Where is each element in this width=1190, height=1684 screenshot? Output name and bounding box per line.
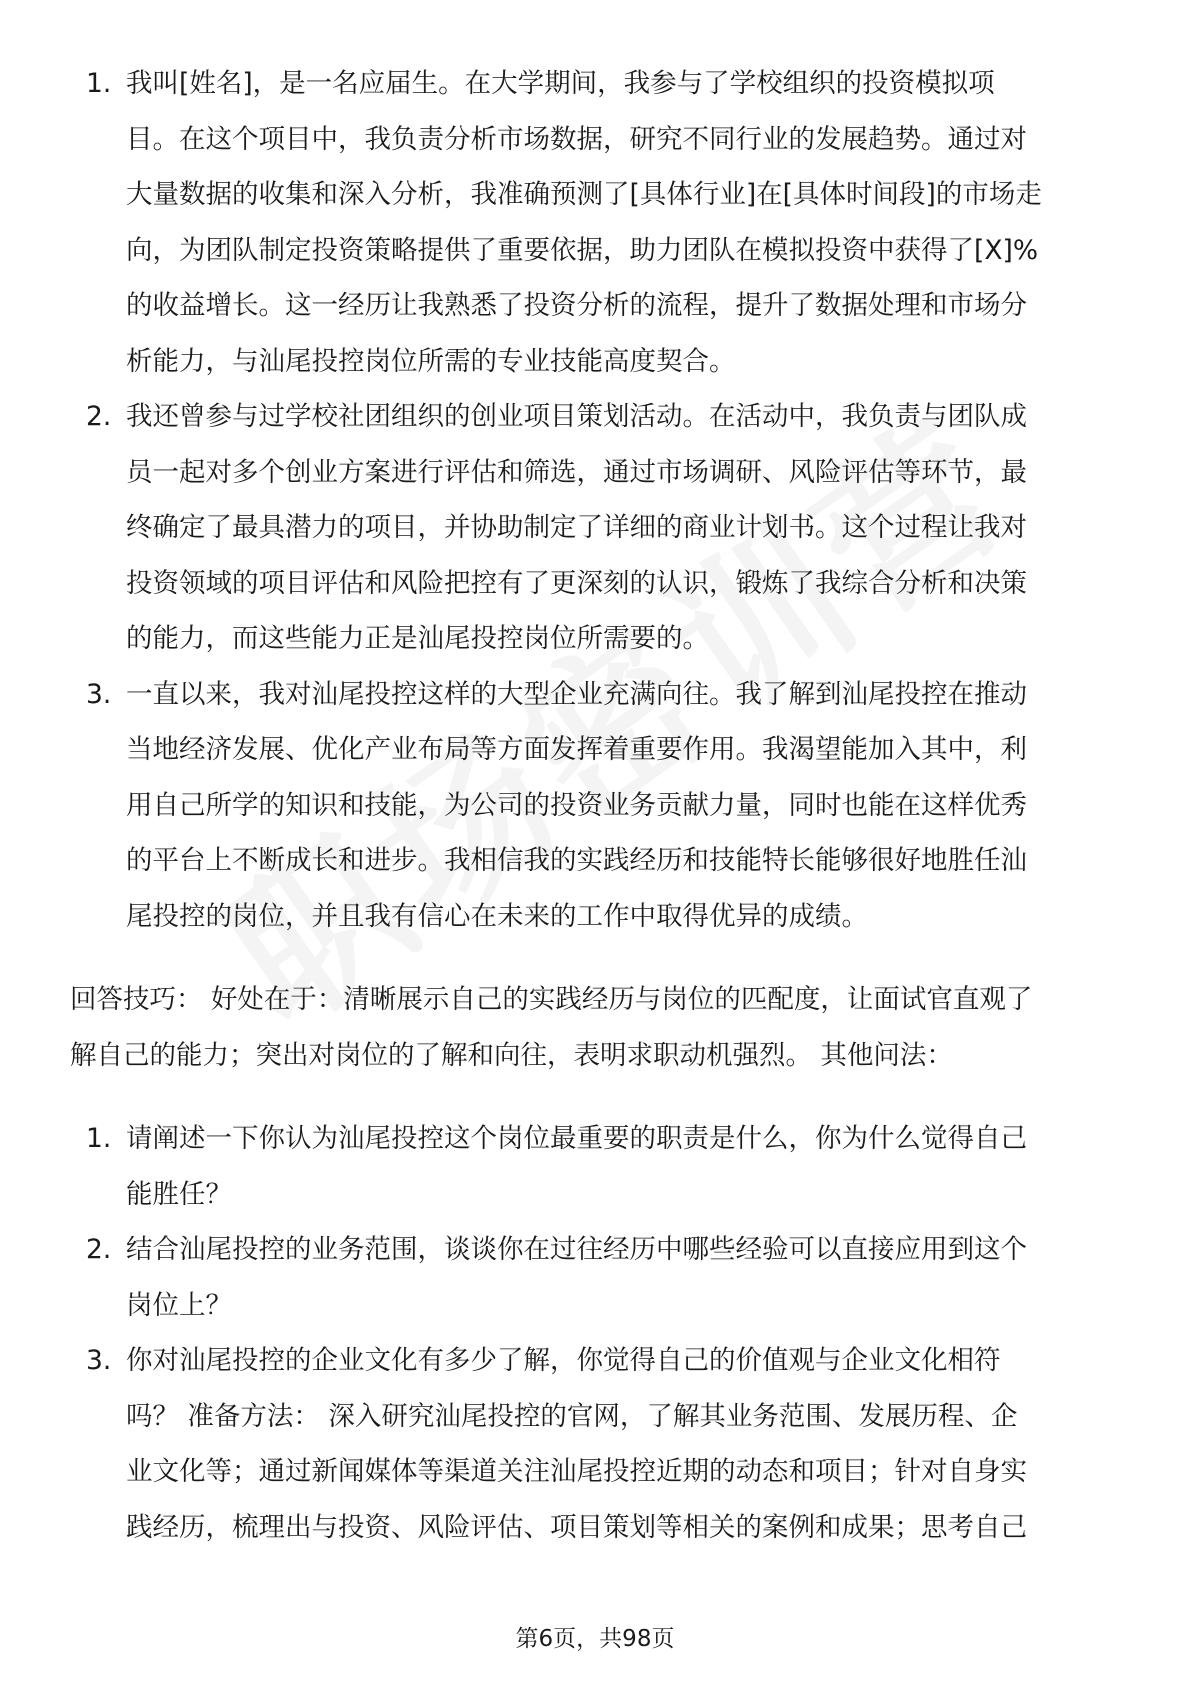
text-line: 结合汕尾投控的业务范围，谈谈你在过往经历中哪些经验可以直接应用到这个: [126, 1234, 1027, 1265]
list-item: [86, 1111, 1116, 1222]
list-number: 3.: [86, 1345, 112, 1376]
list-number: 1.: [86, 1123, 112, 1154]
text-line: 一直以来，我对汕尾投控这样的大型企业充满向往。我了解到汕尾投控在推动: [126, 678, 1027, 710]
text-line: 我还曾参与过学校社团组织的创业项目策划活动。在活动中，我负责与团队成: [126, 401, 1027, 432]
text-line: 终确定了最具潜力的项目，并协助制定了详细的商业计划书。这个过程让我对: [126, 512, 1027, 543]
list-item: [86, 1333, 1116, 1555]
text-line: 用自己所学的知识和技能，为公司的投资业务贡献力量，同时也能在这样优秀: [126, 789, 1027, 821]
text-line: 向，为团队制定投资策略提供了重要依据，助力团队在模拟投资中获得了[X]%: [126, 234, 1039, 266]
text-line: 大量数据的收集和深入分析，我准确预测了[具体行业]在[具体时间段]的市场走: [126, 179, 1042, 210]
text-line: 请阐述一下你认为汕尾投控这个岗位最重要的职责是什么，你为什么觉得自己: [126, 1123, 1027, 1154]
list-number: 1.: [86, 68, 112, 99]
text-line: 吗？ 准备方法： 深入研究汕尾投控的官网，了解其业务范围、发展历程、企: [126, 1400, 1018, 1432]
text-line: 析能力，与汕尾投控岗位所需的专业技能高度契合。: [126, 345, 736, 377]
text-line: 回答技巧： 好处在于：清晰展示自己的实践经历与岗位的匹配度，让面试官直观了: [70, 984, 1033, 1015]
text-line: 能胜任？: [126, 1178, 232, 1210]
other-questions-list: [86, 1111, 1116, 1555]
list-item: [86, 389, 1116, 667]
list-item: [86, 56, 1116, 389]
text-line: 投资领域的项目评估和风险把控有了更深刻的认识，锻炼了我综合分析和决策: [126, 567, 1027, 599]
text-line: 的平台上不断成长和进步。我相信我的实践经历和技能特长能够很好地胜任汕: [126, 845, 1027, 876]
list-item: [86, 1222, 1116, 1333]
answer-list: [86, 56, 1116, 944]
tips-paragraph: [70, 972, 1120, 1083]
text-line: 我叫[姓名]，是一名应届生。在大学期间，我参与了学校组织的投资模拟项: [126, 68, 995, 99]
page-footer: 第6页，共98页: [515, 1626, 675, 1652]
text-line: 员一起对多个创业方案进行评估和筛选，通过市场调研、风险评估等环节，最: [126, 456, 1027, 488]
list-item: [86, 667, 1116, 945]
text-line: 尾投控的岗位，并且我有信心在未来的工作中取得优异的成绩。: [126, 900, 868, 932]
text-line: 目。在这个项目中，我负责分析市场数据，研究不同行业的发展趋势。通过对: [126, 123, 1027, 155]
list-number: 2.: [86, 401, 112, 432]
text-line: 的收益增长。这一经历让我熟悉了投资分析的流程，提升了数据处理和市场分: [126, 290, 1027, 321]
list-number: 3.: [86, 678, 112, 710]
text-line: 的能力，而这些能力正是汕尾投控岗位所需要的。: [126, 623, 709, 654]
list-number: 2.: [86, 1234, 112, 1265]
text-line: 当地经济发展、优化产业布局等方面发挥着重要作用。我渴望能加入其中，利: [126, 734, 1027, 765]
text-line: 业文化等；通过新闻媒体等渠道关注汕尾投控近期的动态和项目；针对自身实: [126, 1456, 1027, 1487]
text-line: 解自己的能力；突出对岗位的了解和向往，表明求职动机强烈。 其他问法：: [70, 1039, 953, 1071]
text-line: 你对汕尾投控的企业文化有多少了解，你觉得自己的价值观与企业文化相符: [126, 1345, 1001, 1376]
text-line: 岗位上？: [126, 1289, 232, 1321]
text-line: 践经历，梳理出与投资、风险评估、项目策划等相关的案例和成果；思考自己: [126, 1511, 1027, 1543]
